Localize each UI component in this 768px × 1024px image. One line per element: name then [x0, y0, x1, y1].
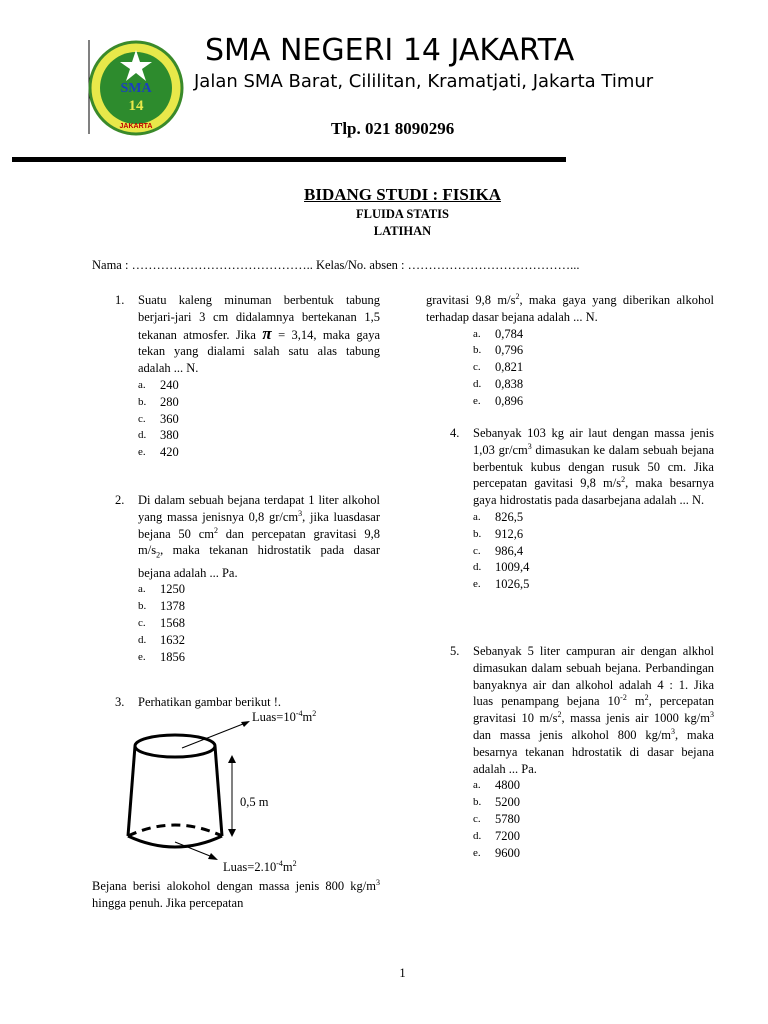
question-number: 4.	[450, 426, 460, 440]
option-d: d. 380	[138, 428, 179, 443]
question-1	[115, 292, 380, 461]
header-rule	[12, 157, 566, 162]
option-b: b. 912,6	[473, 526, 524, 541]
logo-text: SMA	[120, 81, 152, 96]
option-list	[473, 509, 714, 593]
question-text: Sebanyak 5 liter campuran air dengan alkhol dimasukan dalam sebuah bejana. Perbandingan banyaknya air dan alkohol adalah 4 : 1. Jika luas penampang bejana $10^{-2}$ $m^2$, percepatan gravitasi 10 $m/s^2$, massa jenis air 1000 $kg/m^3$ dan massa jenis alkohol 800 $kg/m^3$, maka besarnya tekanan hdrostatik di dasar bejana adalah ... Pa.	[473, 644, 714, 776]
option-list	[138, 581, 380, 665]
kind-title: LATIHAN	[373, 224, 432, 238]
logo-city: JAKARTA	[119, 123, 153, 130]
question-text: Di dalam sebuah bejana terdapat 1 liter alkohol yang massa jenisnya 0,8 $gr/cm^3$, jika luasdasar bejana 50 $cm^2$ dan percepatan gravitasi 9,8 $m/s_2$, maka tekanan hidrostatik pada dasar bejana adalah ... Pa.	[138, 493, 381, 580]
pi-symbol: π	[262, 323, 272, 343]
container-figure	[120, 718, 270, 868]
option-d: d. 7200	[473, 828, 520, 843]
option-a: a. 826,5	[473, 509, 524, 524]
question-3-continuation	[426, 292, 714, 410]
question-number: 2.	[115, 493, 125, 507]
option-b: b. 280	[138, 394, 179, 409]
question-2	[115, 492, 380, 665]
option-list	[473, 326, 714, 410]
option-e: e. 1856	[138, 649, 185, 664]
identity-line: Nama : …………………………………….. Kelas/No. absen : …………………………………...	[92, 258, 580, 272]
school-address: Jalan SMA Barat, Cililitan, Kramatjati, Jakarta Timur	[194, 71, 654, 92]
topic-title: FLUIDA STATIS	[356, 207, 449, 221]
option-c: c. 986,4	[473, 543, 524, 558]
school-name: SMA NEGERI 14 JAKARTA	[205, 33, 575, 68]
option-a: a. 240	[138, 377, 179, 392]
school-phone: Tlp. 021 8090296	[331, 119, 455, 138]
logo-number: 14	[128, 98, 144, 114]
option-a: a. 4800	[473, 778, 520, 793]
option-d: d. 1632	[138, 632, 185, 647]
question-number: 5.	[450, 644, 460, 658]
option-b: b. 1378	[138, 599, 185, 614]
question-5	[450, 643, 714, 861]
question-text: Suatu kaleng minuman berbentuk tabung berjari-jari 3 cm didalamnya bertekanan 1,5 tekanan atmosfer. Jika π = 3,14, maka gaya tekan yang dialami salah satu alas tabung adalah ... N.	[138, 293, 381, 376]
option-e: e. 420	[138, 445, 179, 460]
option-c: c. 5780	[473, 811, 520, 826]
option-d: d. 0,838	[473, 376, 524, 391]
option-b: b. 0,796	[473, 343, 524, 358]
option-list	[138, 377, 380, 461]
school-logo	[86, 38, 186, 138]
option-a: a. 1250	[138, 582, 185, 597]
option-list	[473, 777, 714, 861]
option-c: c. 0,821	[473, 360, 524, 375]
page-number: 1	[399, 966, 406, 980]
figure-top-area-label: $Luas=10^{-4}m^2$	[252, 708, 317, 724]
question-number: 3.	[115, 695, 125, 709]
option-b: b. 5200	[473, 795, 520, 810]
question-4	[450, 425, 714, 593]
figure-bottom-area-label: $Luas=2.10^{-4}m^2$	[223, 858, 297, 874]
option-c: c. 360	[138, 411, 179, 426]
option-d: d. 1009,4	[473, 560, 530, 575]
question-text: Sebanyak 103 kg air laut dengan massa jenis 1,03 $gr/cm^3$ dimasukan ke dalam sebuah bejana berbentuk kubus dengan rusuk 50 cm. Jika percepatan gavitasi 9,8 $m/s^2$, maka besarnya gaya hidrostatis pada dasarbejana adalah ... N.	[473, 426, 714, 508]
option-e: e. 9600	[473, 845, 520, 860]
option-e: e. 0,896	[473, 393, 524, 408]
option-e: e. 1026,5	[473, 577, 530, 592]
option-c: c. 1568	[138, 616, 185, 631]
question-text: gravitasi 9,8 $m/s^2$, maka gaya yang diberikan alkohol terhadap dasar bejana adalah ... N.	[426, 291, 714, 324]
question-3-text-after-figure: Bejana berisi alokohol dengan massa jenis 800 $kg/m^3$ hingga penuh. Jika percepatan	[92, 877, 380, 910]
question-text: Perhatikan gambar berikut !.	[138, 695, 282, 709]
figure-height-label: 0,5 m	[240, 795, 269, 809]
question-3	[115, 694, 380, 711]
option-a: a. 0,784	[473, 326, 524, 341]
subject-title: BIDANG STUDI : FISIKA	[304, 185, 501, 204]
question-number: 1.	[115, 293, 125, 307]
